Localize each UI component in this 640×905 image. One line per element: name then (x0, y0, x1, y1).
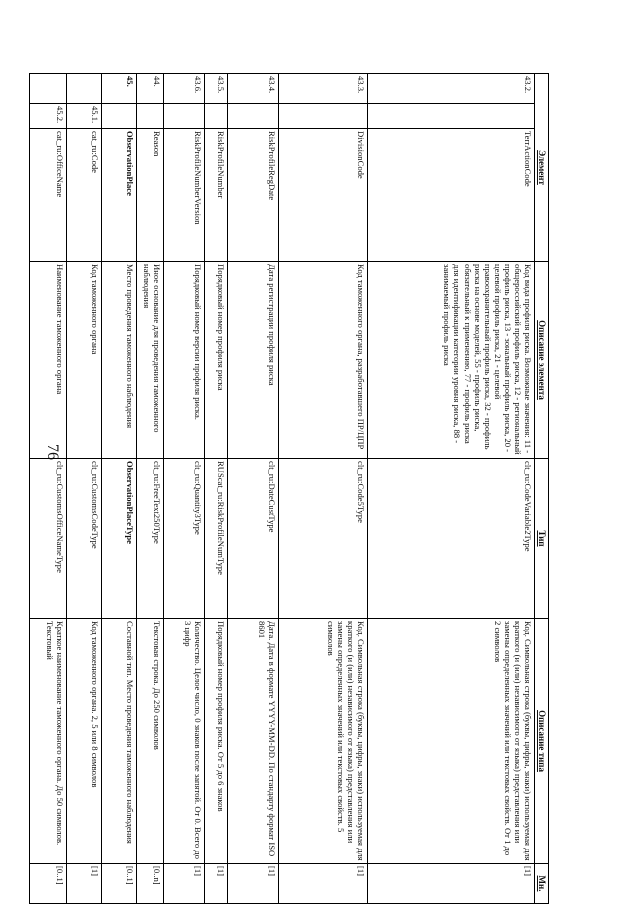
type-name: clt_ru:FreeText250Type (137, 459, 164, 619)
element-description: Код таможенного органа (67, 262, 102, 459)
element-name: cat_ru:Code (67, 129, 102, 262)
element-name: RiskProfileNumber (205, 129, 228, 262)
type-description: Код таможенного органа. 2, 5 или 8 символов (67, 619, 102, 864)
multiplicity: [0..n] (137, 864, 164, 904)
type-name: clt_ru:CustomsOfficeNameType (30, 459, 67, 619)
multiplicity: [1] (67, 864, 102, 904)
table-header-row (535, 74, 549, 904)
element-description: Порядковый номер профиля риска (205, 262, 228, 459)
type-description: Текстовая строка. До 250 символов (137, 619, 164, 864)
row-subnumber (102, 104, 137, 129)
row-number: 44. (137, 74, 164, 104)
type-description: Дата. Дата в формате YYYY-MM-DD. По стандарту формат ISO 8601 (228, 619, 279, 864)
row-subnumber (164, 104, 205, 129)
row-number: 43.3. (279, 74, 368, 104)
type-name: RUScat_ru:RiskProfileNumType (205, 459, 228, 619)
header-element-description: Описание элемента (535, 262, 549, 459)
multiplicity: [1] (279, 864, 368, 904)
row-number: 43.4. (228, 74, 279, 104)
element-name: RiskProfileNumberVersion (164, 129, 205, 262)
multiplicity: [1] (205, 864, 228, 904)
multiplicity: [0..1] (102, 864, 137, 904)
element-description: Дата регистрации профиля риска (228, 262, 279, 459)
row-number (30, 74, 67, 104)
table-row (67, 74, 102, 904)
table-row (137, 74, 164, 904)
row-subnumber (228, 104, 279, 129)
type-description: Составной тип. Место проведения таможенного наблюдения (102, 619, 137, 864)
type-description: Количество. Целое число, 0 знаков после запятой. От 0. Всего до 3 цифр (164, 619, 205, 864)
multiplicity: [1] (368, 864, 535, 904)
type-description: Код. Символьная строка (буквы, цифры, знаки) используемая для краткого (и (или) независимого от языка) представления или замены определенных значений или текстовых свойств. 5 символов (279, 619, 368, 864)
element-name: cat_ru:OfficeName (30, 129, 67, 262)
element-name: RiskProfileRegDate (228, 129, 279, 262)
header-type: Тип (535, 459, 549, 619)
table-row (205, 74, 228, 904)
row-number: 45. (102, 74, 137, 104)
element-name: ObservationPlace (102, 129, 137, 262)
multiplicity: [1] (164, 864, 205, 904)
table-row (279, 74, 368, 904)
row-subnumber: 45.2. (30, 104, 67, 129)
row-number (67, 74, 102, 104)
element-description: Код таможенного органа, разработавшего ПР/ЦПР (279, 262, 368, 459)
header-multiplicity: Мн. (535, 864, 549, 904)
type-name: clt_ru:CustomsCodeType (67, 459, 102, 619)
element-name: Reason (137, 129, 164, 262)
table-row (368, 74, 535, 904)
table-row (102, 74, 137, 904)
element-description: Порядковый номер версии профиля риска. (164, 262, 205, 459)
row-number: 43.5. (205, 74, 228, 104)
element-name: DivisionCode (279, 129, 368, 262)
page-number: 76 (44, 444, 61, 460)
table-row (30, 74, 67, 904)
type-name: clt_ru:CodeVariable2Type (368, 459, 535, 619)
header-element: Элемент (535, 74, 549, 262)
element-description: Иное основание для проведения таможенного наблюдения (137, 262, 164, 459)
element-description: Наименование таможенного органа (30, 262, 67, 459)
row-subnumber (279, 104, 368, 129)
type-name: clt_ru:Quantity3Type (164, 459, 205, 619)
element-spec-table (29, 73, 549, 904)
table-row (164, 74, 205, 904)
type-description: Код. Символьная строка (буквы, цифры, знаки) используемая для краткого (и (или) независимого от языка) представления или замены определенных значений или текстовых свойств. От 1 до 2 символов (368, 619, 535, 864)
multiplicity: [0..1] (30, 864, 67, 904)
table-row (228, 74, 279, 904)
row-subnumber (137, 104, 164, 129)
row-subnumber (205, 104, 228, 129)
type-description: Порядковый номер профиля риска. От 5 до 6 знаков (205, 619, 228, 864)
element-description: Место проведения таможенного наблюдения (102, 262, 137, 459)
header-type-description: Описание типа (535, 619, 549, 864)
type-description: Краткое наименование таможенного органа. До 50 символов. Текстовый (30, 619, 67, 864)
element-description: Код вида профиля риска. Возможные значения: 11 - общероссийский профиль риска, 12 - региональный профиль риска, 13 - зональный профиль риска, 20 - целевой профиль риска, 21 - целевой правоохранительный профиль риска, 32 - профиль риска на основе моделей, 55 - профиль риска, обязательный к применению, 77 - профиль риска для идентификации категории уровня риска, 88 - занимаемый профиль риска (368, 262, 535, 459)
multiplicity: [1] (228, 864, 279, 904)
row-number: 43.2. (368, 74, 535, 104)
type-name: clt_ru:Code5Type (279, 459, 368, 619)
row-number: 43.6. (164, 74, 205, 104)
type-name: clt_ru:DateCustType (228, 459, 279, 619)
element-name: TerrActionCode (368, 129, 535, 262)
row-subnumber (368, 104, 535, 129)
row-subnumber: 45.1. (67, 104, 102, 129)
type-name: ObservationPlaceType (102, 459, 137, 619)
